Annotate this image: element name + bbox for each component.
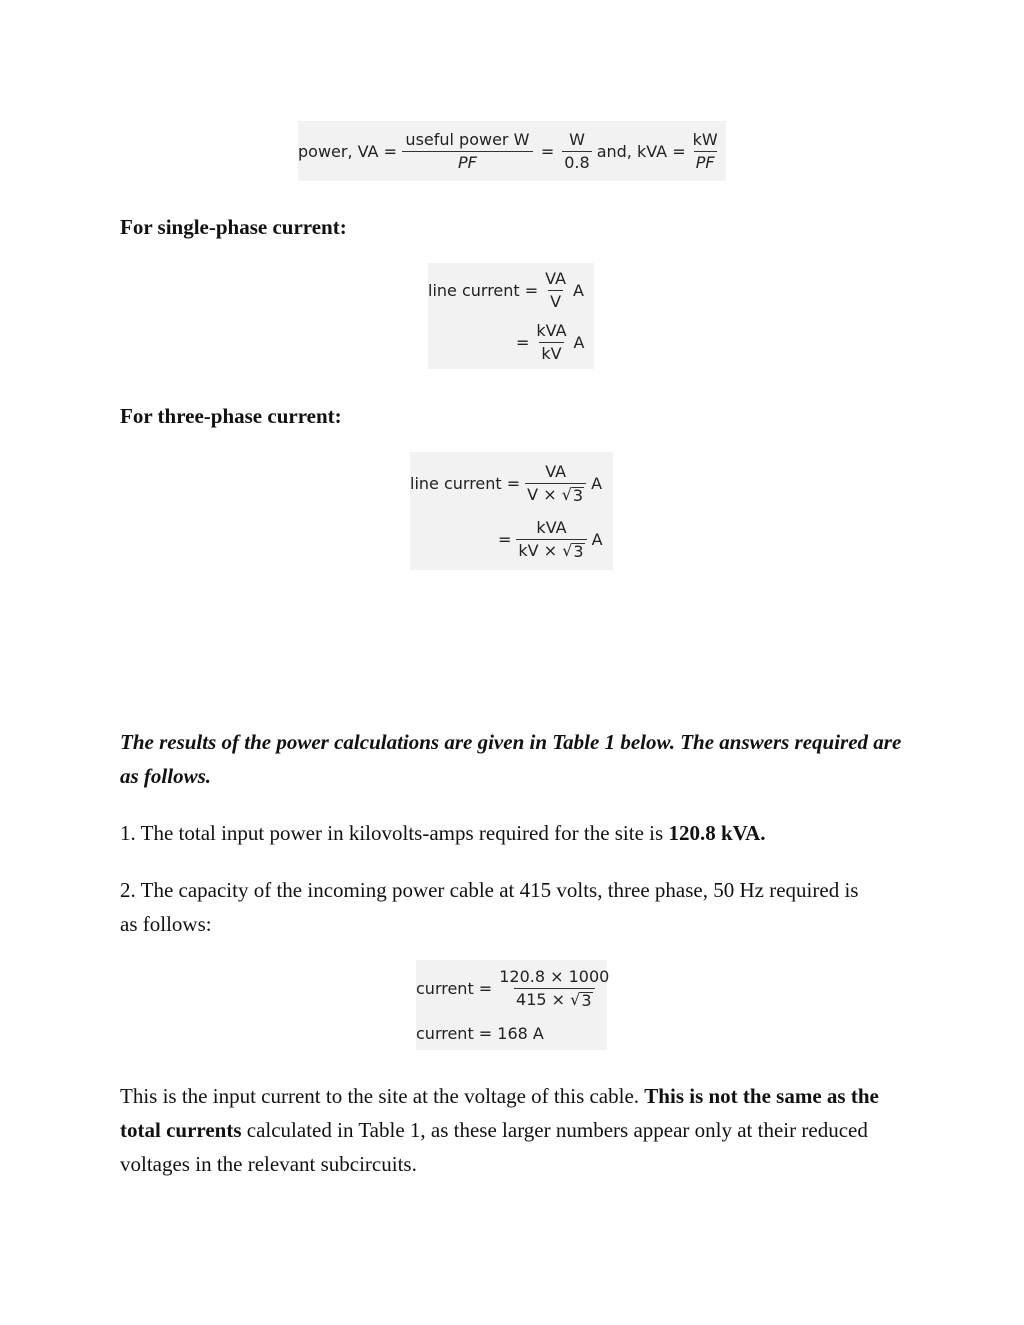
sqrt-symbol: √ 3 (570, 989, 592, 1010)
power-eq-mid: and, kVA = (596, 141, 686, 161)
three-phase-equation-image: line current = VA V × √ 3 A = kVA kV × √ 3 A (410, 452, 613, 570)
power-eq-fraction-3: $\frac{kW}{PF}$ (692, 129, 718, 172)
power-eq-fraction-2: $\frac{W}{0.8}$ (564, 129, 590, 172)
single-phase-heading: For single-phase current: (120, 215, 347, 239)
three-phase-heading: For three-phase current: (120, 404, 342, 428)
sqrt-symbol: √ 3 (562, 540, 584, 561)
conclusion-paragraph: This is the input current to the site at the voltage of this cable. This is not the same as the total currents calculated in Table 1, as these larger numbers appear only at their reduced voltages in the relevant subcircuits. (120, 1084, 879, 1176)
result-item-1: 1. The total input power in kilovolts-amps required for the site is 120.8 kVA. (120, 821, 766, 845)
result-item-2: 2. The capacity of the incoming power cable at 415 volts, three phase, 50 Hz required is as follows: (120, 878, 859, 936)
single-phase-equation-image: line current = $\frac{VA}{V}$ A = $\frac{\text{kVA}}{kV}$ A (428, 263, 594, 369)
sqrt-symbol: √ 3 (561, 484, 584, 505)
current-equation-image: current = 120.8 × 1000 415 × √ 3 current = 168 A (416, 960, 607, 1050)
power-equation-image: power, VA = $\frac{\text{useful power W}}{PF}$ = $\frac{W}{0.8}$ and, kVA = $\frac{kW}{PF}$ (298, 121, 726, 181)
results-intro: The results of the power calculations are given in Table 1 below. The answers required are as follows. (120, 730, 902, 788)
power-eq-fraction-1: $\frac{\text{useful power W}}{PF}$ (402, 131, 533, 172)
power-eq-lhs: power, VA = (298, 141, 397, 161)
